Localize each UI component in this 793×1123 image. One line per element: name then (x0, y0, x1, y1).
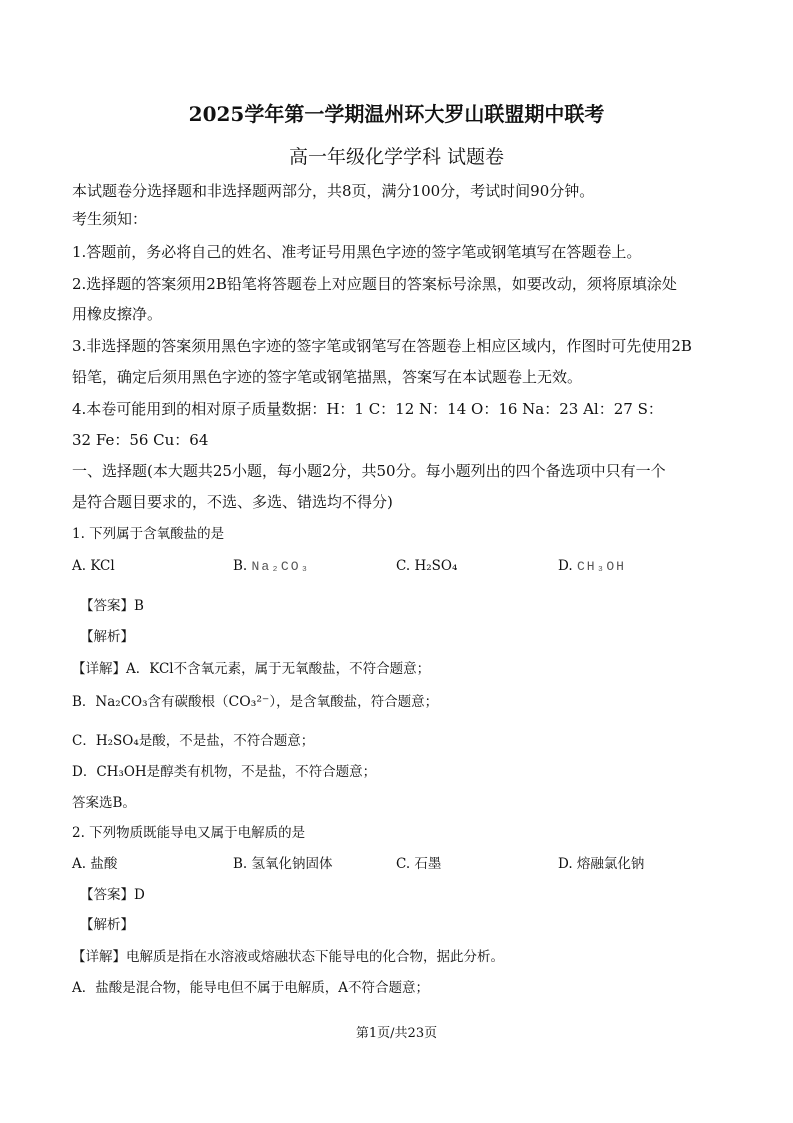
q1-option-d-formula: CH₃OH (576, 559, 626, 574)
page-title: 2025学年第一学期温州环大罗山联盟期中联考 (188, 102, 605, 126)
q1-answer: 【答案】B (80, 598, 144, 614)
q1-option-c-formula: H₂SO₄ (414, 558, 458, 574)
q1-option-d (558, 558, 626, 574)
notice-line: 铅笔，确定后须用黑色字迹的签字笔或钢笔描黑，答案写在本试题卷上无效。 (72, 368, 583, 386)
notice-line: 3.非选择题的答案须用黑色字迹的签字笔或钢笔写在答题卷上相应区域内，作图时可先使用2B (72, 337, 692, 355)
q1-detail-a: 【详解】A．KCl不含氧元素，属于无氧酸盐，不符合题意； (72, 661, 431, 677)
q2-option-a: A. 盐酸 (72, 856, 118, 872)
question-2-stem: 2. 下列物质既能导电又属于电解质的是 (72, 825, 306, 841)
q1-detail-d: D．CH₃OH是醇类有机物，不是盐，不符合题意； (72, 764, 377, 780)
q2-detail-a: A．盐酸是混合物，能导电但不属于电解质，A不符合题意； (72, 980, 429, 996)
q1-option-b (233, 558, 310, 574)
q1-detail-b-pre: B．Na₂CO₃含有碳酸根（ (72, 694, 229, 710)
q1-detail-b-post: ），是含氧酸盐，符合题意； (269, 694, 439, 710)
notice-line: 用橡皮擦净。 (72, 305, 163, 323)
q2-option-d: D. 熔融氯化钠 (558, 856, 645, 872)
section-heading: 是符合题目要求的，不选、多选、错选均不得分) (72, 493, 393, 511)
q1-detail-c: C．H₂SO₄是酸，不是盐，不符合题意； (72, 733, 315, 749)
page-subtitle: 高一年级化学学科 试题卷 (288, 146, 505, 168)
question-1-stem: 1. 下列属于含氧酸盐的是 (72, 526, 225, 542)
q1-analysis-label: 【解析】 (80, 629, 134, 645)
q2-detail: 【详解】电解质是指在水溶液或熔融状态下能导电的化合物，据此分析。 (72, 949, 504, 965)
q1-option-b-formula: Na₂CO₃ (251, 559, 311, 574)
q1-conclusion: 答案选B。 (72, 795, 136, 811)
q2-option-c: C. 石墨 (396, 856, 442, 872)
notice-line: 32 Fe：56 Cu：64 (72, 431, 209, 449)
notice-heading: 考生须知： (72, 210, 148, 228)
q1-option-d-label: D. (558, 558, 573, 574)
q1-option-a: A. KCl (72, 558, 115, 574)
section-heading: 一、选择题(本大题共25小题，每小题2分，共50分。每小题列出的四个备选项中只有一个 (72, 462, 666, 480)
q1-option-c-label: C. (396, 558, 411, 574)
notice-line: 2.选择题的答案须用2B铅笔将答题卷上对应题目的答案标号涂黑，如要改动，须将原填涂处 (72, 275, 677, 293)
notice-line: 4.本卷可能用到的相对原子质量数据：H：1 C：12 N：14 O：16 Na：23 Al：27 S： (72, 400, 663, 418)
q1-detail-b (72, 690, 721, 710)
q2-option-b: B. 氢氧化钠固体 (233, 856, 333, 872)
notice-line: 1.答题前，务必将自己的姓名、准考证号用黑色字迹的签字笔或钢笔填写在答题卷上。 (72, 243, 642, 261)
carbonate-ion: CO₃²⁻ (228, 694, 270, 710)
intro-text: 本试题卷分选择题和非选择题两部分，共8页，满分100分，考试时间90分钟。 (72, 182, 595, 200)
q2-answer: 【答案】D (80, 887, 145, 903)
q2-analysis-label: 【解析】 (80, 917, 134, 933)
page-footer: 第1页/共23页 (355, 1026, 438, 1041)
q1-option-b-label: B. (233, 558, 248, 574)
q1-option-c (396, 558, 457, 574)
